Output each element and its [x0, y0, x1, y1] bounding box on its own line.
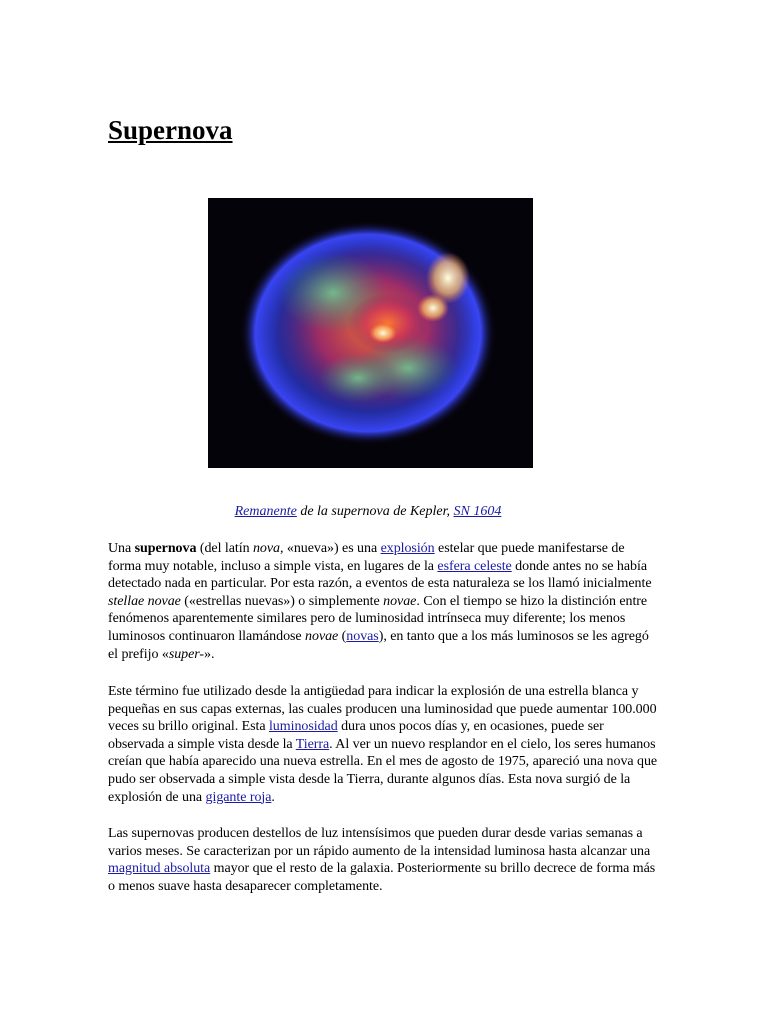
page-title: Supernova: [108, 115, 233, 145]
p1-text: estelar que puede manifestarse de forma muy notable, incluso a simple vista, en lugares de la: [108, 541, 625, 574]
p1-italic: stellae novae: [108, 593, 181, 609]
caption-text: de la supernova de Kepler,: [296, 504, 454, 519]
supernova-remnant-icon: [208, 198, 533, 468]
p1-text: ), en tanto que a los más luminosos se les agregó el prefijo «: [108, 628, 649, 662]
magnitud-absoluta-link[interactable]: magnitud absoluta: [108, 861, 211, 877]
paragraph-3: [108, 825, 660, 895]
p3-text: mayor que el resto de la galaxia. Posteriormente su brillo decrece de forma más o menos suave hasta desaparecer completamente.: [108, 861, 656, 894]
esfera-celeste-link[interactable]: esfera celeste: [437, 558, 512, 574]
p1-bold-term: supernova: [134, 541, 197, 556]
p1-text: donde antes no se había detectado nada en particular. Por esta razón, a eventos de esta naturaleza se los llamó inicialmente: [108, 558, 652, 592]
p1-text: ».: [204, 646, 215, 662]
novas-link[interactable]: novas: [346, 628, 379, 644]
p1-text: . Con el tiempo se hizo la distinción entre fenómenos aparentemente similares pero de luminosidad intrínseca muy diferente; los menos luminosos continuaron llamándose: [108, 593, 648, 644]
p1-italic: novae: [305, 628, 339, 644]
p1-italic: nova: [252, 541, 280, 556]
p2-text: . Al ver un nuevo resplandor en el cielo, los seres humanos creían que había aparecido una nueva estrella. En el mes de agosto de 1975, apareció una nova que pudo ser observada a simple vista desde la Tierra, durante algunos días. Esta nova surgió de la explosión de una: [108, 736, 658, 805]
p1-text: («estrellas nuevas») o simplemente: [180, 593, 384, 609]
p3-text: Las supernovas producen destellos de luz intensísimos que pueden durar desde varias semanas a varios meses. Se caracterizan por un rápido aumento de la intensidad luminosa hasta alcanzar una: [108, 826, 651, 859]
p1-italic: super-: [168, 646, 205, 662]
p1-text: (: [338, 628, 347, 644]
p2-text: Este término fue utilizado desde la antigüedad para indicar la explosión de una estrella blanca y pequeñas en sus capas externas, las cuales producen una luminosidad que puede aumentar 100.000 veces su brillo original. Esta: [108, 684, 657, 735]
supernova-remnant-image: [208, 198, 533, 468]
gigante-roja-link[interactable]: gigante roja: [205, 789, 272, 805]
sn1604-link[interactable]: SN 1604: [453, 504, 502, 519]
paragraph-1: [108, 540, 660, 663]
p1-italic: novae: [383, 593, 417, 609]
remanente-link[interactable]: Remanente: [234, 504, 297, 519]
p2-text: dura unos pocos días y, en ocasiones, puede ser observada a simple vista desde la: [108, 719, 604, 752]
tierra-link[interactable]: Tierra: [295, 736, 330, 752]
image-caption: [108, 503, 628, 521]
p1-text: , «nueva») es una: [280, 541, 381, 556]
p2-text: .: [271, 789, 275, 805]
p1-text: Una: [108, 541, 135, 556]
p1-text: (del latín: [196, 541, 253, 556]
explosion-link[interactable]: explosión: [380, 541, 435, 556]
luminosidad-link[interactable]: luminosidad: [268, 719, 338, 735]
paragraph-2: [108, 683, 660, 806]
